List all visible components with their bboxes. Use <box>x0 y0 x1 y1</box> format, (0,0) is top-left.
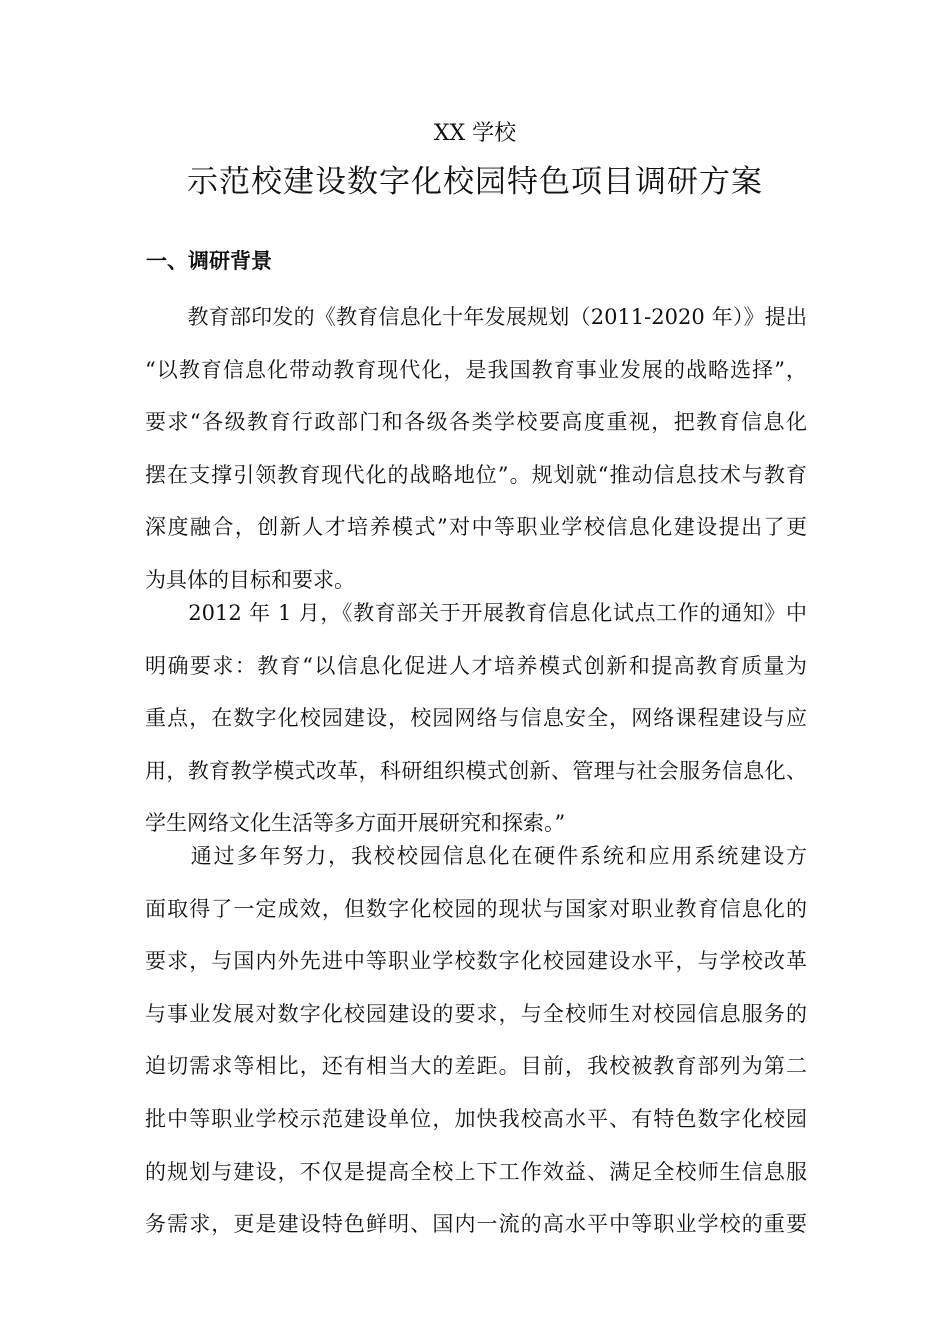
paragraph-line: 明确要求：教育“以信息化促进人才培养模式创新和提高教育质量为 <box>145 653 807 678</box>
paragraph-line: 与事业发展对数字化校园建设的要求，与全校师生对校园信息服务的 <box>145 1001 807 1026</box>
paragraph-1 <box>145 291 807 607</box>
paragraph-line: 深度融合，创新人才培养模式”对中等职业学校信息化建设提出了更 <box>145 515 807 540</box>
paragraph-line: 面取得了一定成效，但数字化校园的现状与国家对职业教育信息化的 <box>145 896 807 921</box>
paragraph-line: 的规划与建设，不仅是提高全校上下工作效益、满足全校师生信息服 <box>145 1159 807 1184</box>
paragraph-3 <box>145 830 807 1251</box>
paragraph-line: 批中等职业学校示范建设单位，加快我校高水平、有特色数字化校园 <box>145 1106 807 1131</box>
paragraph-line: 要求，与国内外先进中等职业学校数字化校园建设水平，与学校改革 <box>145 949 807 974</box>
paragraph-line: 2012 年 1 月，《教育部关于开展教育信息化试点工作的通知》中 <box>145 601 807 625</box>
paragraph-line: 为具体的目标和要求。 <box>145 567 355 592</box>
document-title: 示范校建设数字化校园特色项目调研方案 <box>187 164 763 200</box>
paragraph-line: 要求“各级教育行政部门和各级各类学校要高度重视，把教育信息化 <box>145 410 807 435</box>
paragraph-line: 用，教育教学模式改革，科研组织模式创新、管理与社会服务信息化、 <box>145 758 807 783</box>
section-heading: 一、调研背景 <box>146 249 272 273</box>
paragraph-line: 重点，在数字化校园建设，校园网络与信息安全，网络课程建设与应 <box>145 706 807 731</box>
paragraph-line: “以教育信息化带动教育现代化，是我国教育事业发展的战略选择”， <box>145 357 807 382</box>
paragraph-line: 学生网络文化生活等多方面开展研究和探索。” <box>145 811 566 836</box>
paragraph-line: 务需求，更是建设特色鲜明、国内一流的高水平中等职业学校的重要 <box>145 1212 807 1237</box>
paragraph-line: 教育部印发的《教育信息化十年发展规划（2011-2020 年）》提出 <box>145 305 807 329</box>
paragraph-line: 迫切需求等相比，还有相当大的差距。目前，我校被教育部列为第二 <box>145 1054 807 1079</box>
paragraph-2 <box>145 587 807 850</box>
paragraph-line: 通过多年努力，我校校园信息化在硬件系统和应用系统建设方 <box>145 844 807 868</box>
school-name: XX 学校 <box>433 121 517 146</box>
paragraph-line: 摆在支撑引领教育现代化的战略地位”。规划就“推动信息技术与教育 <box>145 462 807 487</box>
